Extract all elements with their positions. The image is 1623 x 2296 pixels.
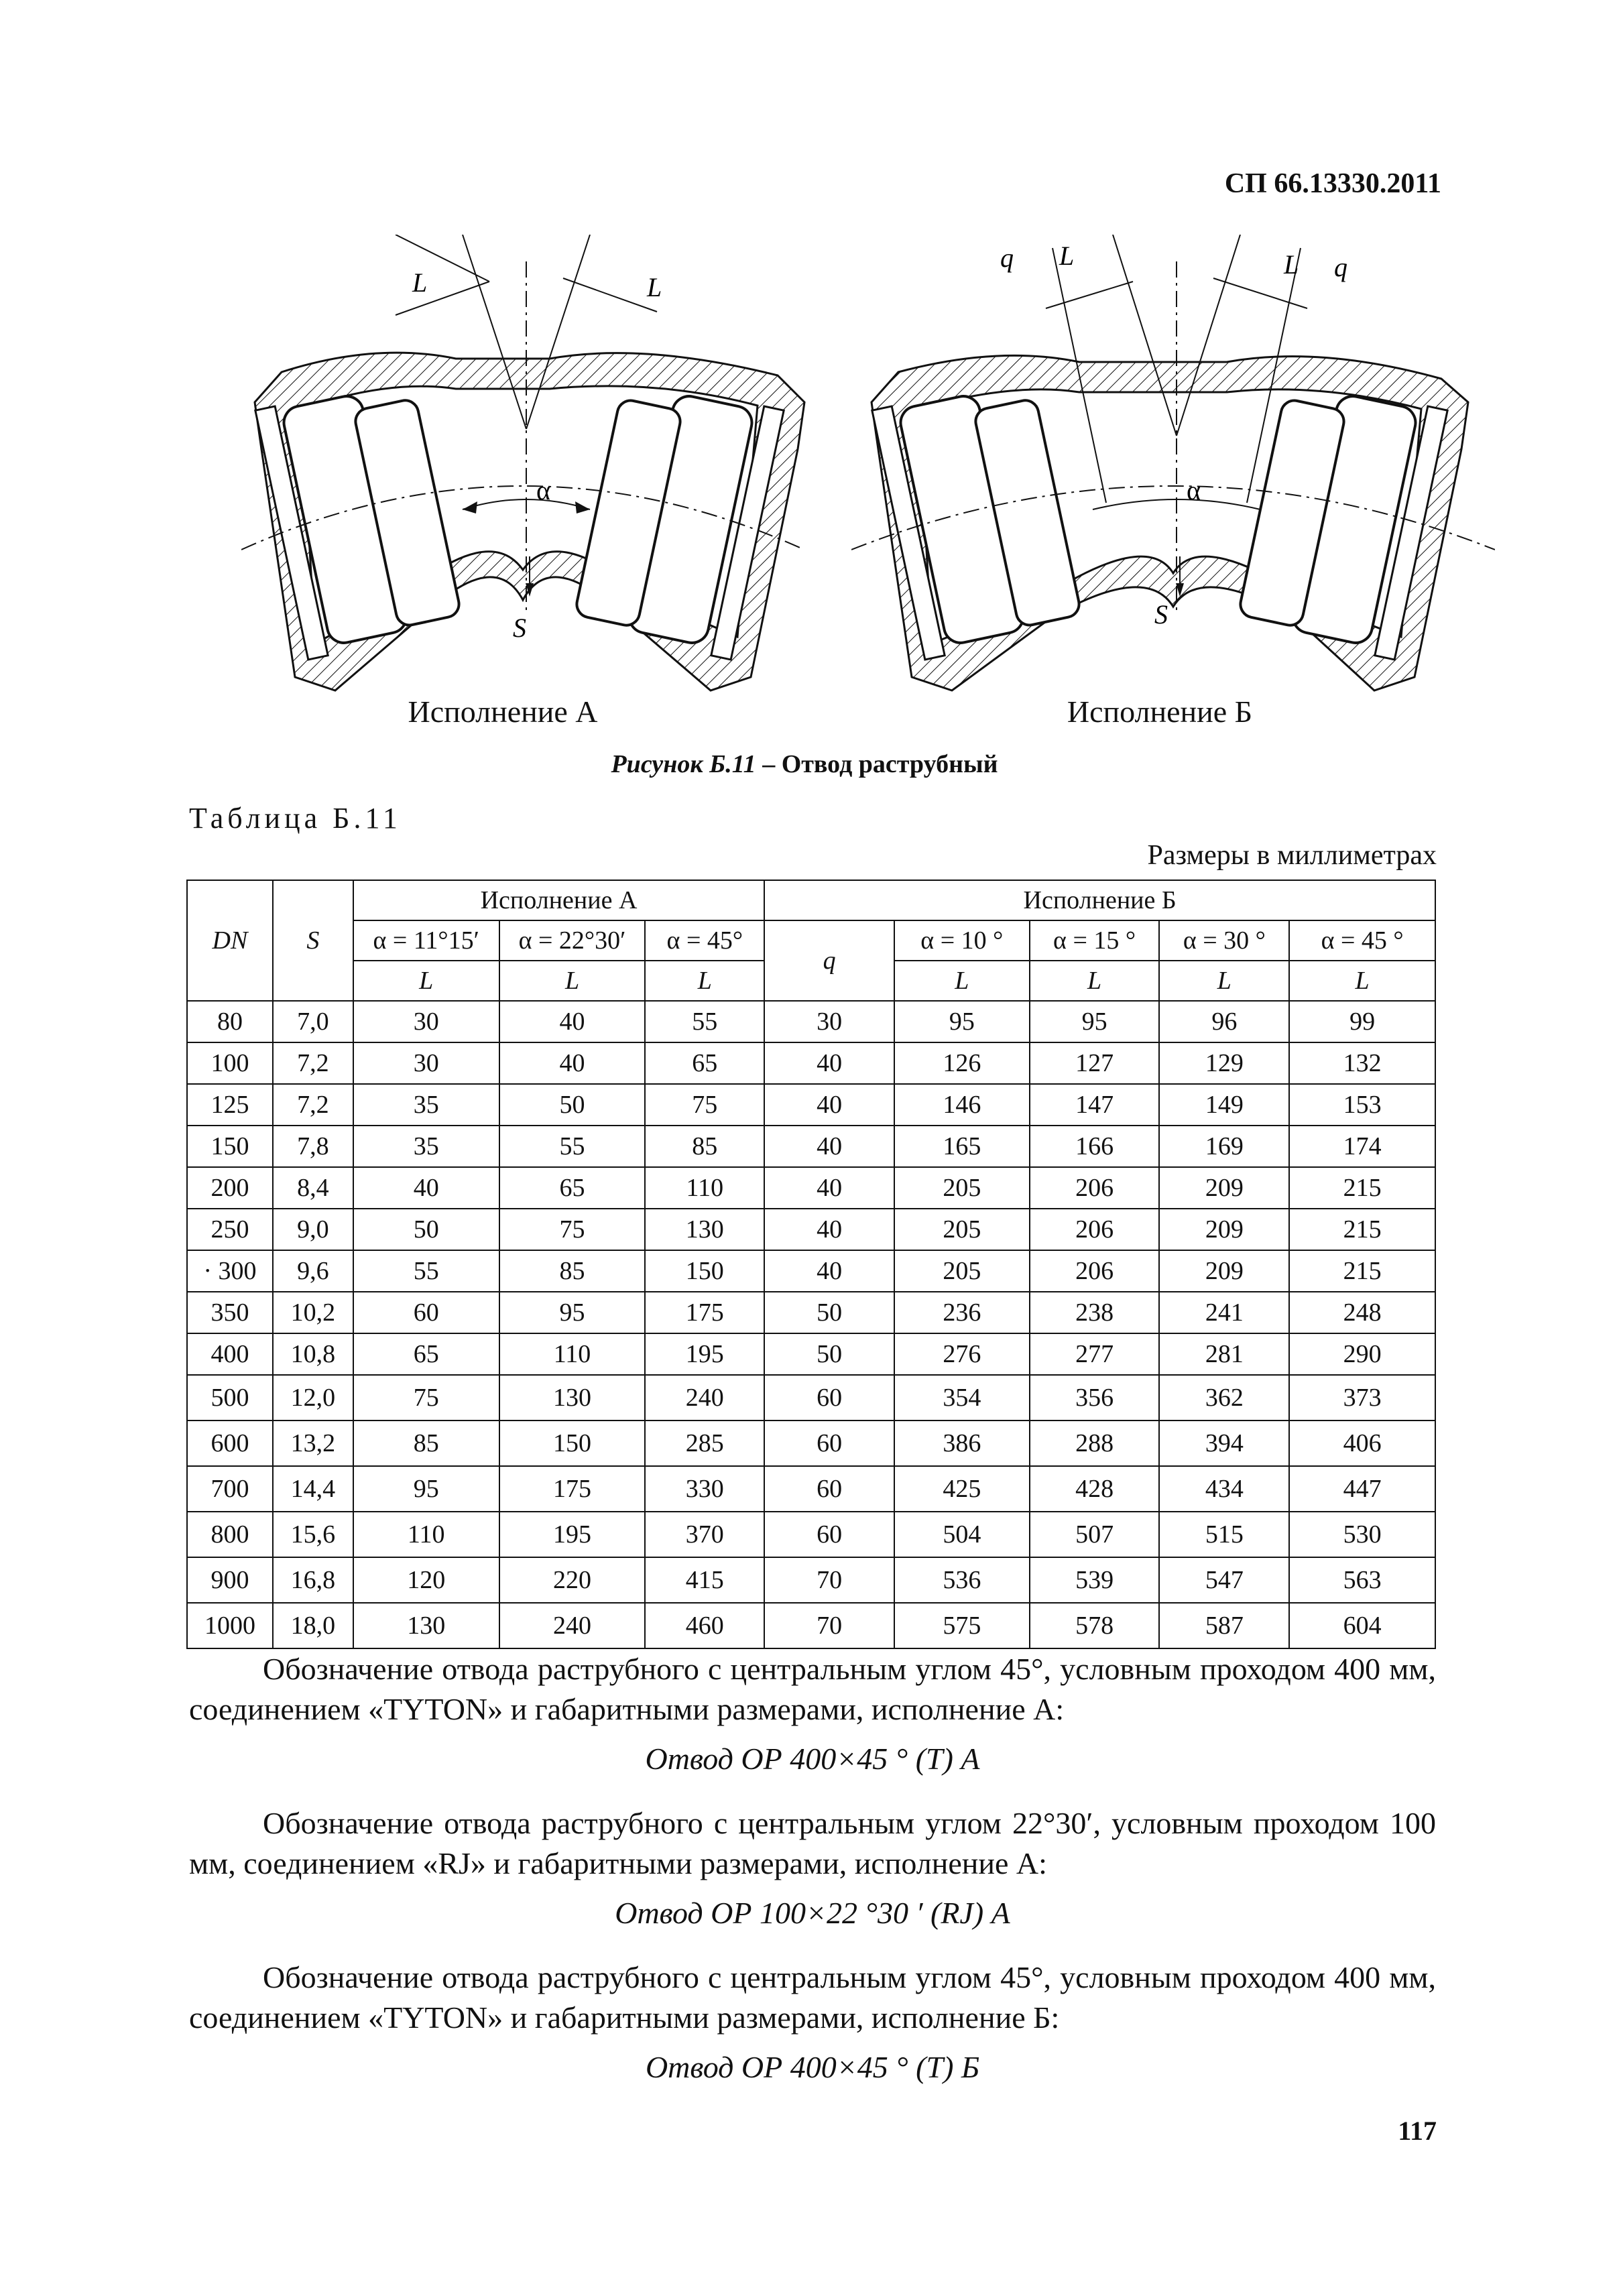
table-row xyxy=(187,1292,1435,1333)
table-cell: 95 xyxy=(1030,1001,1160,1042)
header-l: L xyxy=(353,961,499,1001)
header-angle-b: α = 15 ° xyxy=(1030,920,1160,961)
table-cell: 153 xyxy=(1289,1084,1435,1126)
table-cell: 238 xyxy=(1030,1292,1160,1333)
table-cell: 281 xyxy=(1159,1333,1289,1375)
table-cell: 100 xyxy=(187,1042,273,1084)
table-cell: 147 xyxy=(1030,1084,1160,1126)
table-cell: 65 xyxy=(499,1167,646,1209)
table-cell: 500 xyxy=(187,1375,273,1421)
table-units: Размеры в миллиметрах xyxy=(1147,840,1437,871)
elbow-drawing-variant-a xyxy=(241,235,858,697)
table-row xyxy=(187,1250,1435,1292)
table-cell: 130 xyxy=(353,1603,499,1648)
table-cell: 288 xyxy=(1030,1421,1160,1466)
table-cell: 174 xyxy=(1289,1126,1435,1167)
document-code: СП 66.13330.2011 xyxy=(1224,168,1441,199)
table-cell: 35 xyxy=(353,1126,499,1167)
table-row xyxy=(187,1512,1435,1557)
table-row xyxy=(187,1375,1435,1421)
table-cell: 400 xyxy=(187,1333,273,1375)
table-cell: 600 xyxy=(187,1421,273,1466)
table-cell: 215 xyxy=(1289,1250,1435,1292)
table-cell: 8,4 xyxy=(273,1167,353,1209)
table-cell: 166 xyxy=(1030,1126,1160,1167)
table-cell: 70 xyxy=(764,1603,894,1648)
table-cell: 130 xyxy=(645,1209,764,1250)
table-cell: 547 xyxy=(1159,1557,1289,1603)
table-row xyxy=(187,1466,1435,1512)
table-cell: 504 xyxy=(894,1512,1030,1557)
table-cell: 536 xyxy=(894,1557,1030,1603)
table-cell: 35 xyxy=(353,1084,499,1126)
table-cell: 40 xyxy=(764,1042,894,1084)
table-cell: 248 xyxy=(1289,1292,1435,1333)
table-cell: 530 xyxy=(1289,1512,1435,1557)
table-cell: 175 xyxy=(645,1292,764,1333)
elbow-drawing-variant-b xyxy=(851,235,1495,697)
angle-alpha-label: α xyxy=(536,475,550,505)
dim-L-left: L xyxy=(412,267,428,298)
angle-alpha-label: α xyxy=(1187,475,1201,505)
header-angle-b: α = 10 ° xyxy=(894,920,1030,961)
table-cell: 110 xyxy=(499,1333,646,1375)
table-cell: 95 xyxy=(894,1001,1030,1042)
table-cell: 125 xyxy=(187,1084,273,1126)
table-row xyxy=(187,1421,1435,1466)
dim-S-label: S xyxy=(513,613,526,643)
table-cell: · 300 xyxy=(187,1250,273,1292)
table-cell: 800 xyxy=(187,1512,273,1557)
table-cell: 16,8 xyxy=(273,1557,353,1603)
header-angle-a: α = 11°15′ xyxy=(353,920,499,961)
table-body xyxy=(187,1001,1435,1648)
header-l: L xyxy=(1289,961,1435,1001)
table-row xyxy=(187,1209,1435,1250)
header-angle-b: α = 30 ° xyxy=(1159,920,1289,961)
table-cell: 205 xyxy=(894,1167,1030,1209)
designation-example-2: Отвод ОР 100×22 °30 ′ (RJ) А xyxy=(615,1896,1010,1930)
table-cell: 1000 xyxy=(187,1603,273,1648)
header-s: S xyxy=(273,880,353,1001)
paragraph-1 xyxy=(189,1649,1436,1730)
figure-caption xyxy=(402,749,1207,779)
table-cell: 55 xyxy=(499,1126,646,1167)
table-cell: 386 xyxy=(894,1421,1030,1466)
table-cell: 330 xyxy=(645,1466,764,1512)
dim-L-right: L xyxy=(1284,249,1299,280)
table-cell: 95 xyxy=(499,1292,646,1333)
table-cell: 700 xyxy=(187,1466,273,1512)
table-cell: 127 xyxy=(1030,1042,1160,1084)
table-cell: 18,0 xyxy=(273,1603,353,1648)
header-q: q xyxy=(764,920,894,1001)
table-cell: 55 xyxy=(353,1250,499,1292)
table-row xyxy=(187,1167,1435,1209)
table-cell: 7,0 xyxy=(273,1001,353,1042)
table-cell: 9,6 xyxy=(273,1250,353,1292)
table-cell: 425 xyxy=(894,1466,1030,1512)
table-cell: 209 xyxy=(1159,1167,1289,1209)
table-cell: 95 xyxy=(353,1466,499,1512)
table-cell: 447 xyxy=(1289,1466,1435,1512)
table-cell: 30 xyxy=(764,1001,894,1042)
table-cell: 460 xyxy=(645,1603,764,1648)
dim-L-left: L xyxy=(1059,241,1075,271)
dimensions-table xyxy=(186,880,1436,1649)
table-row xyxy=(187,1603,1435,1648)
paragraph-2-text: Обозначение отвода раструбного с центральным углом 22°30′, условным проходом 100 мм, соединением «RJ» и габаритными размерами, исполнение А: xyxy=(189,1806,1436,1880)
table-cell: 900 xyxy=(187,1557,273,1603)
table-cell: 220 xyxy=(499,1557,646,1603)
table-cell: 50 xyxy=(353,1209,499,1250)
table-cell: 60 xyxy=(353,1292,499,1333)
header-dn: DN xyxy=(187,880,273,1001)
table-cell: 575 xyxy=(894,1603,1030,1648)
table-cell: 110 xyxy=(353,1512,499,1557)
table-cell: 75 xyxy=(499,1209,646,1250)
designation-example-1: Отвод ОР 400×45 ° (Т) А xyxy=(645,1742,980,1776)
table-cell: 356 xyxy=(1030,1375,1160,1421)
table-cell: 50 xyxy=(764,1292,894,1333)
table-cell: 587 xyxy=(1159,1603,1289,1648)
figure-caption-number: Рисунок Б.11 xyxy=(611,750,756,778)
header-l: L xyxy=(1030,961,1160,1001)
header-l: L xyxy=(645,961,764,1001)
table-cell: 206 xyxy=(1030,1209,1160,1250)
header-angle-b: α = 45 ° xyxy=(1289,920,1435,961)
header-angle-a: α = 22°30′ xyxy=(499,920,646,961)
table-cell: 150 xyxy=(645,1250,764,1292)
table-cell: 195 xyxy=(499,1512,646,1557)
paragraph-2 xyxy=(189,1803,1436,1884)
table-cell: 169 xyxy=(1159,1126,1289,1167)
table-cell: 132 xyxy=(1289,1042,1435,1084)
table-cell: 7,8 xyxy=(273,1126,353,1167)
table-cell: 12,0 xyxy=(273,1375,353,1421)
table-cell: 428 xyxy=(1030,1466,1160,1512)
table-cell: 110 xyxy=(645,1167,764,1209)
table-cell: 60 xyxy=(764,1375,894,1421)
table-cell: 354 xyxy=(894,1375,1030,1421)
table-cell: 9,0 xyxy=(273,1209,353,1250)
table-cell: 40 xyxy=(764,1126,894,1167)
table-cell: 40 xyxy=(353,1167,499,1209)
table-cell: 126 xyxy=(894,1042,1030,1084)
paragraph-3 xyxy=(189,1957,1436,2038)
header-group-a: Исполнение А xyxy=(353,880,764,920)
table-cell: 250 xyxy=(187,1209,273,1250)
table-cell: 60 xyxy=(764,1512,894,1557)
table-title: Таблица Б.11 xyxy=(189,802,402,835)
table-row xyxy=(187,1001,1435,1042)
table-cell: 40 xyxy=(764,1084,894,1126)
table-row xyxy=(187,1042,1435,1084)
designation-example-3: Отвод ОР 400×45 ° (Т) Б xyxy=(645,2050,980,2084)
table-cell: 350 xyxy=(187,1292,273,1333)
table-cell: 539 xyxy=(1030,1557,1160,1603)
table-cell: 15,6 xyxy=(273,1512,353,1557)
table-cell: 240 xyxy=(645,1375,764,1421)
table-cell: 85 xyxy=(645,1126,764,1167)
table-row xyxy=(187,1557,1435,1603)
table-cell: 120 xyxy=(353,1557,499,1603)
table-cell: 60 xyxy=(764,1421,894,1466)
table-cell: 578 xyxy=(1030,1603,1160,1648)
table-cell: 40 xyxy=(764,1250,894,1292)
table-cell: 14,4 xyxy=(273,1466,353,1512)
table-cell: 200 xyxy=(187,1167,273,1209)
table-cell: 240 xyxy=(499,1603,646,1648)
table-cell: 373 xyxy=(1289,1375,1435,1421)
table-cell: 7,2 xyxy=(273,1084,353,1126)
header-l: L xyxy=(894,961,1030,1001)
table-cell: 50 xyxy=(499,1084,646,1126)
header-angle-a: α = 45° xyxy=(645,920,764,961)
header-l: L xyxy=(1159,961,1289,1001)
table-cell: 209 xyxy=(1159,1209,1289,1250)
paragraph-1-text: Обозначение отвода раструбного с центральным углом 45°, условным проходом 400 мм, соединением «TYTON» и габаритными размерами, исполнение А: xyxy=(189,1652,1436,1726)
table-cell: 85 xyxy=(499,1250,646,1292)
table-cell: 215 xyxy=(1289,1167,1435,1209)
table-cell: 205 xyxy=(894,1209,1030,1250)
table-cell: 13,2 xyxy=(273,1421,353,1466)
table-row xyxy=(187,1126,1435,1167)
table-cell: 85 xyxy=(353,1421,499,1466)
table-cell: 96 xyxy=(1159,1001,1289,1042)
table-cell: 241 xyxy=(1159,1292,1289,1333)
table-cell: 50 xyxy=(764,1333,894,1375)
table-row xyxy=(187,1084,1435,1126)
header-group-b: Исполнение Б xyxy=(764,880,1435,920)
table-cell: 75 xyxy=(353,1375,499,1421)
table-cell: 362 xyxy=(1159,1375,1289,1421)
table-cell: 10,8 xyxy=(273,1333,353,1375)
dim-L-right: L xyxy=(647,272,662,302)
table-cell: 10,2 xyxy=(273,1292,353,1333)
table-cell: 515 xyxy=(1159,1512,1289,1557)
table-cell: 604 xyxy=(1289,1603,1435,1648)
table-cell: 99 xyxy=(1289,1001,1435,1042)
table-cell: 215 xyxy=(1289,1209,1435,1250)
table-cell: 55 xyxy=(645,1001,764,1042)
table-cell: 290 xyxy=(1289,1333,1435,1375)
table-cell: 370 xyxy=(645,1512,764,1557)
table-cell: 206 xyxy=(1030,1167,1160,1209)
table-cell: 80 xyxy=(187,1001,273,1042)
table-cell: 563 xyxy=(1289,1557,1435,1603)
table-cell: 415 xyxy=(645,1557,764,1603)
table-cell: 40 xyxy=(764,1167,894,1209)
table-row xyxy=(187,1333,1435,1375)
table-cell: 150 xyxy=(187,1126,273,1167)
paragraph-3-text: Обозначение отвода раструбного с центральным углом 45°, условным проходом 400 мм, соединением «TYTON» и габаритными размерами, исполнение Б: xyxy=(189,1960,1436,2035)
page-number: 117 xyxy=(1398,2116,1437,2146)
table-cell: 30 xyxy=(353,1042,499,1084)
table-cell: 394 xyxy=(1159,1421,1289,1466)
table-cell: 65 xyxy=(645,1042,764,1084)
table-cell: 149 xyxy=(1159,1084,1289,1126)
table-cell: 7,2 xyxy=(273,1042,353,1084)
table-cell: 507 xyxy=(1030,1512,1160,1557)
table-cell: 276 xyxy=(894,1333,1030,1375)
table-cell: 277 xyxy=(1030,1333,1160,1375)
table-cell: 206 xyxy=(1030,1250,1160,1292)
table-cell: 175 xyxy=(499,1466,646,1512)
table-cell: 285 xyxy=(645,1421,764,1466)
table-cell: 40 xyxy=(499,1001,646,1042)
table-cell: 150 xyxy=(499,1421,646,1466)
dim-S-label: S xyxy=(1154,599,1168,629)
table-cell: 129 xyxy=(1159,1042,1289,1084)
table-cell: 205 xyxy=(894,1250,1030,1292)
table-cell: 30 xyxy=(353,1001,499,1042)
dim-q-left: q xyxy=(1000,243,1014,273)
variant-a-label: Исполнение А xyxy=(408,694,598,729)
table-cell: 70 xyxy=(764,1557,894,1603)
table-cell: 406 xyxy=(1289,1421,1435,1466)
variant-b-label: Исполнение Б xyxy=(1067,694,1253,729)
figure-caption-text: – Отвод раструбный xyxy=(756,750,998,778)
table-cell: 75 xyxy=(645,1084,764,1126)
dim-q-right: q xyxy=(1334,252,1347,282)
table-cell: 236 xyxy=(894,1292,1030,1333)
table-cell: 195 xyxy=(645,1333,764,1375)
table-cell: 434 xyxy=(1159,1466,1289,1512)
table-cell: 165 xyxy=(894,1126,1030,1167)
table-cell: 60 xyxy=(764,1466,894,1512)
header-l: L xyxy=(499,961,646,1001)
table-cell: 40 xyxy=(499,1042,646,1084)
table-cell: 40 xyxy=(764,1209,894,1250)
table-cell: 130 xyxy=(499,1375,646,1421)
table-cell: 65 xyxy=(353,1333,499,1375)
table-cell: 146 xyxy=(894,1084,1030,1126)
table-cell: 209 xyxy=(1159,1250,1289,1292)
